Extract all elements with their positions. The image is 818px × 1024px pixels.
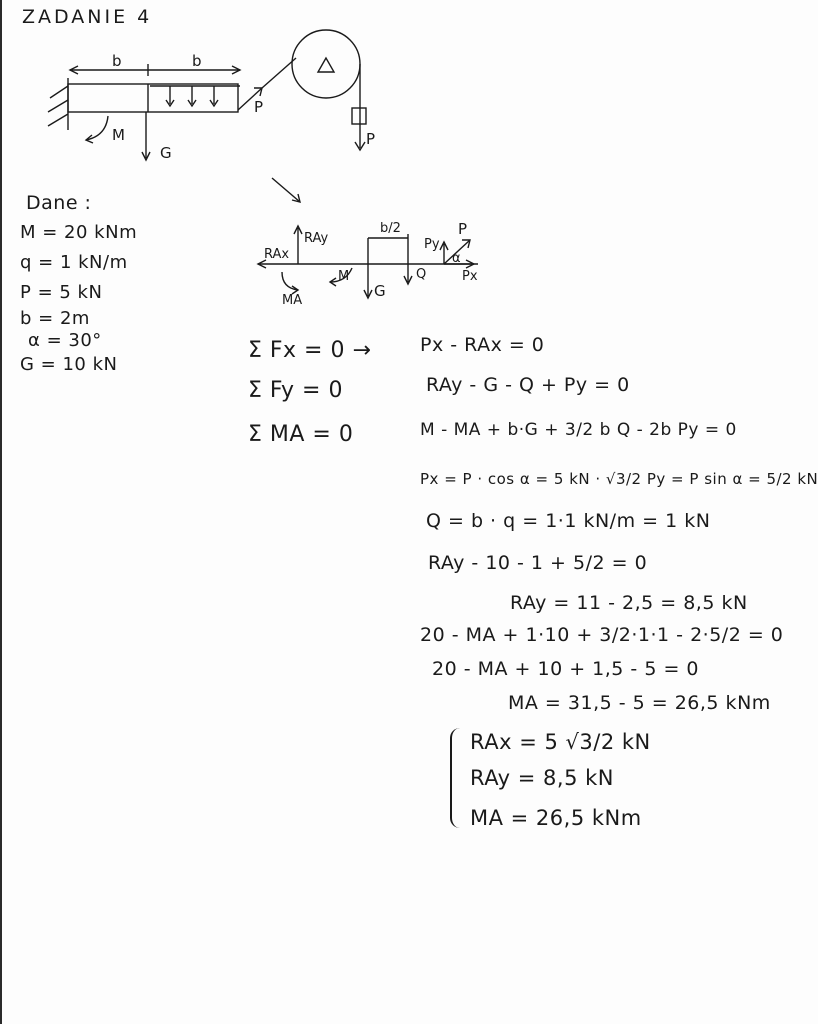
fbd-m-label: M bbox=[338, 269, 350, 284]
dim-label-right: b bbox=[192, 52, 202, 70]
dimension-line bbox=[70, 64, 240, 76]
beam bbox=[68, 84, 238, 112]
distributed-load bbox=[150, 86, 240, 106]
fbd-g-label: G bbox=[374, 282, 386, 300]
result-brace bbox=[450, 728, 466, 828]
free-body-diagram bbox=[258, 226, 478, 298]
equilibrium-sum-ma: Σ MA = 0 bbox=[248, 422, 354, 447]
result-ray: RAy = 8,5 kN bbox=[470, 766, 614, 790]
fbd-p-label: P bbox=[458, 220, 468, 238]
fbd-ma-label: MA bbox=[282, 293, 303, 308]
beam-force-label: P bbox=[254, 98, 264, 116]
given-line: α = 30° bbox=[28, 330, 102, 351]
given-heading: Dane : bbox=[26, 192, 92, 214]
equilibrium-eq-ma: M - MA + b·G + 3/2 b Q - 2b Py = 0 bbox=[420, 420, 737, 440]
fbd-half-span-label: b/2 bbox=[380, 221, 401, 236]
moment-arrow bbox=[86, 116, 108, 143]
given-line: P = 5 kN bbox=[20, 282, 103, 303]
pulley bbox=[262, 30, 366, 150]
equilibrium-sum-fy: Σ Fy = 0 bbox=[248, 378, 343, 403]
equilibrium-eq-fy: RAy - G - Q + Py = 0 bbox=[426, 374, 630, 396]
given-line: b = 2m bbox=[20, 308, 90, 329]
step-ma-value: MA = 31,5 - 5 = 26,5 kNm bbox=[508, 692, 771, 714]
step-ma-simplified: 20 - MA + 10 + 1,5 - 5 = 0 bbox=[432, 658, 700, 680]
wall-support bbox=[48, 78, 68, 130]
page-title: ZADANIE 4 bbox=[22, 6, 153, 28]
dim-label-left: b bbox=[112, 52, 122, 70]
given-line: G = 10 kN bbox=[20, 354, 118, 375]
fbd-py-label: Py bbox=[424, 237, 440, 252]
result-ma: MA = 26,5 kNm bbox=[470, 806, 642, 830]
step-ma-eq: 20 - MA + 1·10 + 3/2·1·1 - 2·5/2 = 0 bbox=[420, 624, 784, 646]
weight-label: G bbox=[160, 144, 172, 162]
moment-label: M bbox=[112, 126, 125, 144]
step-components: Px = P · cos α = 5 kN · √3/2 Py = P sin α = 5/2 kN bbox=[420, 470, 818, 488]
equilibrium-eq-fx: Px - RAx = 0 bbox=[420, 334, 545, 356]
fbd-ray-label: RAy bbox=[304, 231, 329, 246]
result-rax: RAx = 5 √3/2 kN bbox=[470, 730, 651, 754]
step-ray-value: RAy = 11 - 2,5 = 8,5 kN bbox=[510, 592, 748, 614]
pointer-arrow bbox=[272, 178, 300, 202]
weight-arrow bbox=[142, 112, 150, 160]
step-ray-eq: RAy - 10 - 1 + 5/2 = 0 bbox=[428, 552, 648, 574]
given-line: q = 1 kN/m bbox=[20, 252, 128, 273]
fbd-q-label: Q bbox=[416, 267, 427, 282]
fbd-angle-label: α bbox=[452, 251, 461, 266]
given-line: M = 20 kNm bbox=[20, 222, 138, 243]
fbd-rax-label: RAx bbox=[264, 247, 290, 262]
equilibrium-sum-fx: Σ Fx = 0 → bbox=[248, 338, 372, 363]
rope-force-label: P bbox=[366, 130, 376, 148]
step-q: Q = b · q = 1·1 kN/m = 1 kN bbox=[426, 510, 711, 532]
fbd-px-label: Px bbox=[462, 269, 478, 284]
